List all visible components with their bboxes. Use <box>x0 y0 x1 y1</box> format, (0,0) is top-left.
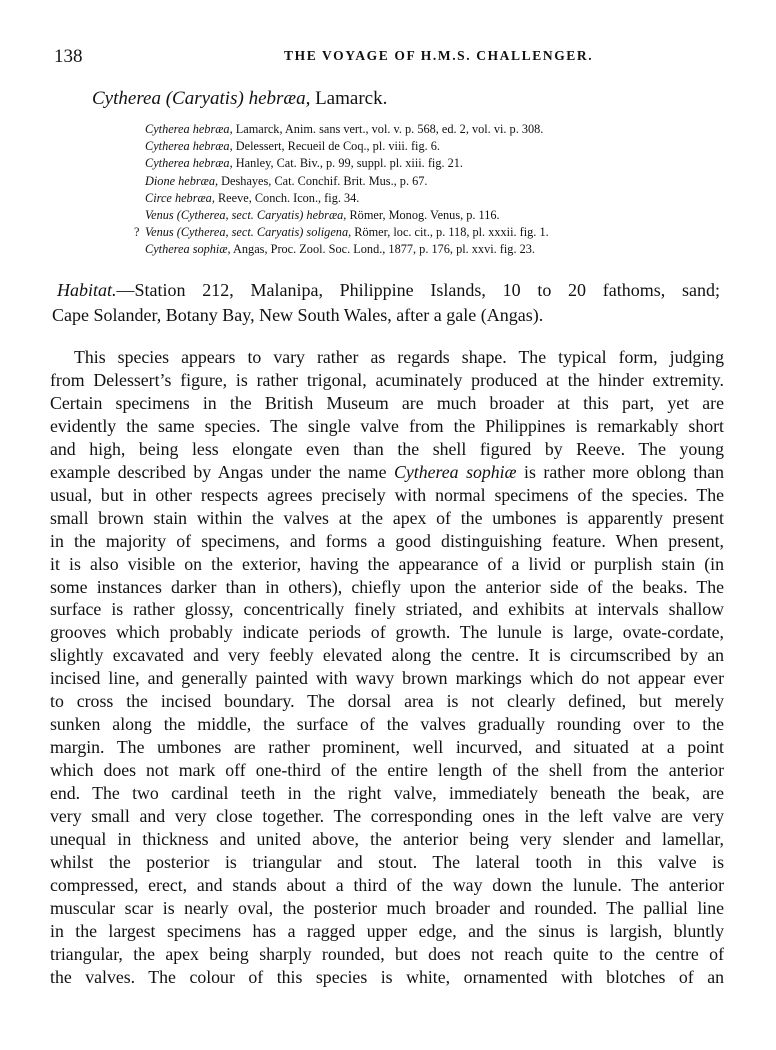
text-line: in the majority of specimens, and forms a good distinguishing feature. When present, <box>50 530 724 551</box>
text-line: slightly excavated and very feebly elevated along the centre. It is circumscribed by an <box>50 645 724 666</box>
synonymy-entry <box>145 207 705 224</box>
subgenus-name: (Caryatis) <box>165 88 244 109</box>
text-line: triangular, the apex being sharply rounded, but does not reach quite to the centre of <box>50 943 724 964</box>
text-line: sunken along the middle, the surface of the valves gradually rounding over to the <box>50 714 724 735</box>
text-line: This species appears to vary rather as regards shape. The typical form, judging <box>74 347 724 367</box>
text-fragment: example described by Angas under the name <box>50 461 395 482</box>
text-line: from Delessert’s figure, is rather trigonal, acuminately produced at the hinder extremity. <box>50 369 724 390</box>
synonym-reference: Hanley, Cat. Biv., p. 99, suppl. pl. xiii. fig. 21. <box>235 156 464 171</box>
species-author: Lamarck. <box>315 88 388 109</box>
synonym-reference: Reeve, Conch. Icon., fig. 34. <box>217 190 360 205</box>
synonymy-entry <box>145 121 705 138</box>
text-line: muscular scar is nearly oval, the posterior much broader and rounded. The pallial line <box>50 897 724 918</box>
species-heading <box>92 88 387 110</box>
synonymy-entry <box>145 173 705 190</box>
description-paragraph <box>50 346 724 989</box>
synonym-name: Dione hebræa, <box>145 173 219 188</box>
genus-name: Cytherea <box>92 88 161 109</box>
text-line: grooves which probably indicate periods of growth. The lunule is large, ovate-cordate, <box>50 622 724 643</box>
page-number: 138 <box>54 46 83 67</box>
synonym-reference: Lamarck, Anim. sans vert., vol. v. p. 568, ed. 2, vol. vi. p. 308. <box>235 122 544 136</box>
text-line: whilst the posterior is triangular and stout. The lateral tooth in this valve is <box>50 851 724 872</box>
habitat-paragraph <box>52 278 720 327</box>
synonym-reference: Delessert, Recueil de Coq., pl. viii. fig. 6. <box>235 139 440 154</box>
text-line: and high, being less elongate even than the shell figured by Reeve. The young <box>50 438 724 459</box>
species-name: hebræa, <box>248 88 311 109</box>
synonym-name: Venus (Cytherea, sect. Caryatis) soligena, <box>145 225 352 240</box>
habitat-label: Habitat. <box>57 280 117 300</box>
synonym-name: Cytherea hebræa, <box>145 139 233 154</box>
synonymy-entry <box>134 224 705 241</box>
doubtful-marker: ? <box>134 225 140 240</box>
species-citation: Cytherea sophiæ <box>394 461 517 482</box>
synonym-name: Cytherea hebræa, <box>145 156 233 171</box>
habitat-text: —Station 212, Malanipa, Philippine Islands, 10 to 20 fathoms, sand; <box>116 280 720 300</box>
text-line: small brown stain within the valves at the apex of the umbones is apparently present <box>50 507 724 528</box>
text-line: incised line, and generally painted with wavy brown markings which do not appear ever <box>50 668 724 689</box>
synonymy-entry <box>145 155 705 172</box>
text-line: Certain specimens in the British Museum are much broader at this part, yet are <box>50 392 724 413</box>
habitat-line: Cape Solander, Botany Bay, New South Wales, after a gale (Angas). <box>52 304 544 325</box>
running-title: THE VOYAGE OF H.M.S. CHALLENGER. <box>284 48 594 63</box>
text-line: margin. The umbones are rather prominent, well incurved, and situated at a point <box>50 737 724 758</box>
running-header <box>54 46 720 70</box>
synonymy-list <box>134 121 705 259</box>
text-line: some instances darker than in others), chiefly upon the anterior side of the beaks. The <box>50 576 724 597</box>
text-line: the valves. The colour of this species is white, ornamented with blotches of an <box>50 966 724 987</box>
text-line: surface is rather glossy, concentrically finely striated, and exhibits at intervals shallow <box>50 599 724 620</box>
text-line: to cross the incised boundary. The dorsal area is not clearly defined, but merely <box>50 691 724 712</box>
text-line: it is also visible on the exterior, having the appearance of a livid or purplish stain (in <box>50 553 724 574</box>
text-line: evidently the same species. The single valve from the Philippines is remarkably short <box>50 415 724 436</box>
text-line: unequal in thickness and united above, the anterior being very slender and lamellar, <box>50 829 724 850</box>
text-line: usual, but in other respects agrees precisely with normal specimens of the species. The <box>50 484 724 505</box>
synonym-reference: Deshayes, Cat. Conchif. Brit. Mus., p. 67. <box>221 173 428 188</box>
text-line: which does not mark off one-third of the entire length of the shell from the anterior <box>50 760 724 781</box>
synonym-reference: Römer, Monog. Venus, p. 116. <box>349 208 500 223</box>
synonym-name: Circe hebræa, <box>145 190 215 205</box>
text-line <box>50 461 724 484</box>
text-line: end. The two cardinal teeth in the right valve, immediately beneath the beak, are <box>50 783 724 804</box>
text-fragment: is rather more oblong than <box>516 461 724 482</box>
synonym-reference: Angas, Proc. Zool. Soc. Lond., 1877, p. 176, pl. xxvi. fig. 23. <box>233 242 535 257</box>
synonym-name: Cytherea hebræa, <box>145 122 233 136</box>
text-line: compressed, erect, and stands about a third of the way down the lunule. The anterior <box>50 874 724 895</box>
synonym-name: Cytherea sophiæ, <box>145 242 231 257</box>
habitat-line <box>52 278 720 303</box>
synonymy-entry <box>145 190 705 207</box>
text-line: very small and very close together. The corresponding ones in the left valve are very <box>50 806 724 827</box>
synonym-reference: Römer, loc. cit., p. 118, pl. xxxii. fig. 1. <box>354 225 549 240</box>
text-line: in the largest specimens has a ragged upper edge, and the sinus is largish, bluntly <box>50 920 724 941</box>
synonymy-entry <box>145 138 705 155</box>
synonym-name: Venus (Cytherea, sect. Caryatis) hebræa, <box>145 208 347 223</box>
synonymy-entry <box>145 241 705 258</box>
